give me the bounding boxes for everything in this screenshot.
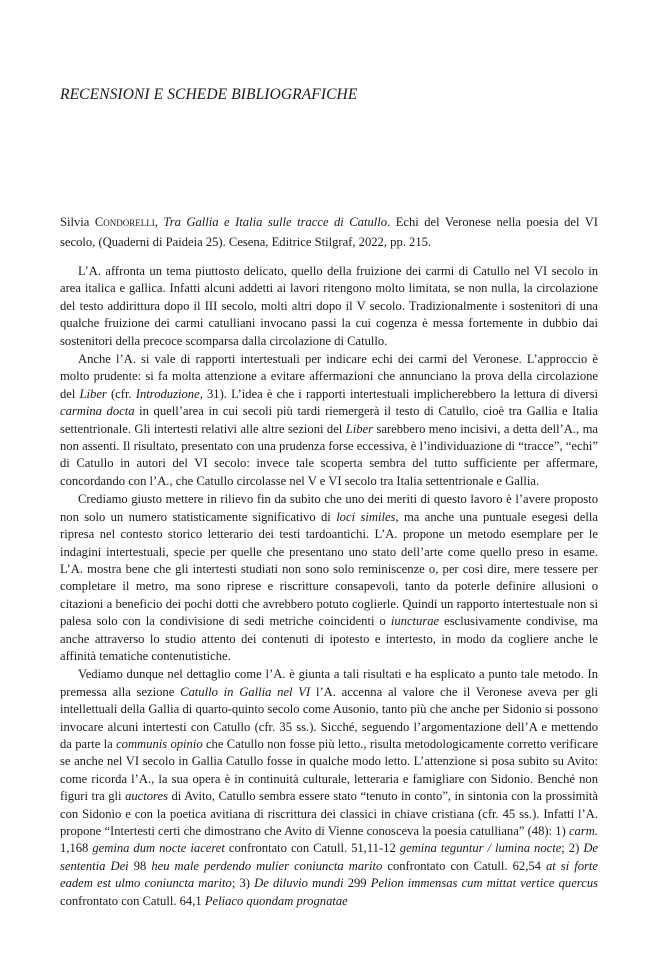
text-segment: che Catullo non fosse più letto., risulta metodologicamente corretto verificare se anche nel VI secolo in Gallia Catullo fosse in qualche modo letto. L’attenzione si posa subito su Avito: come ricorda l’A., la sua opera è in continuità culturale, letteraria e famigliare con Sidonio. Benché non figuri tra gli [60,736,599,804]
text-segment: di Avito, Catullo sembra essere stato “tenuto in conto”, in sintonia con la prossimità con Sidonio e con la poetica avitiana di riscrittura dei classici in chiave cristiana (cfr. 45 ss.). Infatti l’A. propone “Intertesti certi che dimostrano che Avito di Vienne conosceva la poesia catulliana” (48): 1) [60,789,598,838]
text-segment: confrontato con Catull. 51,11-12 [224,841,400,856]
italic-text-segment: loci similes [336,509,396,524]
text-segment: sarebbero meno incisivi, a detta dell’A., ma non assenti. Il risultato, presentato con una prudenza forse eccessiva, è l’individuazione di “tracce”, “echi” di Catullo in autori del VI secolo: invece tale scoperta sembra del tutto sufficiente per affermare, concordando con l’A., che Catullo circolasse nel V e VI secolo tra Italia settentrionale e Gallia. [60,421,598,488]
section-header: RECENSIONI E SCHEDE BIBLIOGRAFICHE [60,86,358,103]
text-segment: 98 [128,858,152,873]
italic-text-segment: auctores [125,789,168,804]
author-first-name: Silvia [60,215,95,229]
italic-text-segment: heu male perdendo mulier coniuncta marito [151,858,383,873]
author-last-name: Condorelli [94,215,155,229]
text-segment: Anche l’A. si vale di rapporti intertestuali per indicare echi dei carmi del Veronese. L’approccio è molto prudente: si fa molta attenzione a evitare affermazioni che annunciano la prova della circolazione del [60,352,598,401]
review-body [60,263,598,910]
italic-text-segment: Liber [345,421,374,436]
text-segment: confrontato con Catull. 64,1 [60,893,205,908]
italic-text-segment: De sententia Dei [60,841,598,873]
review-paragraph [60,263,598,350]
italic-text-segment: communis opinio [116,736,203,751]
text-segment: 1,168 [60,841,93,856]
italic-text-segment: Peliaco quondam prognatae [204,893,348,908]
text-segment: in quell’area in cui secoli più tardi riemergerà il testo di Catullo, cioè tra Gallia e Italia settentrionale. Gli intertesti relativi alle altre sezioni del [60,404,598,436]
review-paragraph [60,491,598,665]
italic-text-segment: De diluvio mundi [254,876,344,891]
italic-text-segment: Pelion immensas cum mittat vertice quercus [370,876,599,891]
italic-text-segment: at si forte eadem est ulmo coniuncta marito [60,858,598,891]
citation-separator: , [154,215,164,229]
text-segment: Vediamo dunque nel dettaglio come l’A. è giunta a tali risultati e ha esplicato a punto tale metodo. In premessa alla sezione [60,667,598,699]
italic-text-segment: carm. [568,824,598,838]
text-segment: ; 3) [231,876,255,891]
italic-text-segment: gemina teguntur / lumina nocte [399,841,562,856]
text-segment: (cfr. [106,386,136,401]
italic-text-segment: carmina docta [60,404,135,419]
italic-text-segment: Liber [79,386,107,401]
review-paragraph [60,666,598,910]
text-segment: , 31). L’idea è che i rapporti intertestuali implicherebbero la lettura di diversi [199,386,599,401]
italic-text-segment: Introduzione [135,386,200,401]
italic-text-segment: gemina dum nocte iaceret [92,841,225,856]
text-segment: confrontato con Catull. 62,54 [382,858,546,873]
text-segment: 299 [343,876,371,891]
italic-text-segment: iuncturae [390,614,440,629]
text-segment: Crediamo giusto mettere in rilievo fin da subito che uno dei meriti di questo lavoro è l’avere proposto non solo un numero statisticamente significativo di [60,492,598,524]
text-segment: , ma anche una puntuale esegesi della ripresa nel contesto storico letterario dei testi tardoantichi. L’A. propone un metodo esemplare per le indagini intertestuali, specie per quelle che presentano uno stato dell’arte come quello preso in esame. L’A. mostra bene che gli intertesti studiati non sono solo reminiscenze o, per così dire, mere tessere per completare il metro, ma sono riprese e riscritture consapevoli, tanto da poterle definire allusioni o citazioni a beneficio dei pochi dotti che avrebbero potuto coglierle. Quindi un rapporto intertestuale non si palesa solo con la condivisione di sedi metriche coincidenti o [60,509,598,629]
bibliographic-citation [60,213,598,252]
text-segment: esclusivamente condivise, ma anche attraverso lo studio attento dei contenuti di ipotesto e intertesto, in modo da cogliere anche le affinità tematiche contenutistiche. [60,614,598,663]
italic-text-segment: Catullo in Gallia nel VI [180,684,311,699]
text-segment: L’A. affronta un tema piuttosto delicato, quello della fruizione dei carmi di Catullo nel VI secolo in area italica e gallica. Infatti alcuni addetti ai lavori ritengono molto limitata, se non nulla, la circolazione del testo addirittura dopo il III secolo, molti altri dopo il V secolo. Tradizionalmente i sostenitori di una qualche fruizione dei carmi catulliani invocano passi la cui cogenza è messa fortemente in dubbio dai sostenitori della precoce scomparsa dalla circolazione di Catullo. [60,264,598,348]
book-title: Tra Gallia e Italia sulle tracce di Catullo [163,215,388,229]
review-paragraph [60,351,598,490]
text-segment: l’A. accenna al valore che il Veronese aveva per gli intellettuali della Gallia di quarto-quinto secolo come Ausonio, tanto più che anche per Sidonio si possono invocare alcuni intertesti con Catullo (cfr. 35 ss.). Sicché, seguendo l’argomentazione dell’A e mettendo da parte la [60,684,598,751]
text-segment: ; 2) [561,841,584,856]
citation-details: . Echi del Veronese nella poesia del VI secolo, (Quaderni di Paideia 25). Cesena, Editrice Stilgraf, 2022, pp. 215. [60,215,598,249]
